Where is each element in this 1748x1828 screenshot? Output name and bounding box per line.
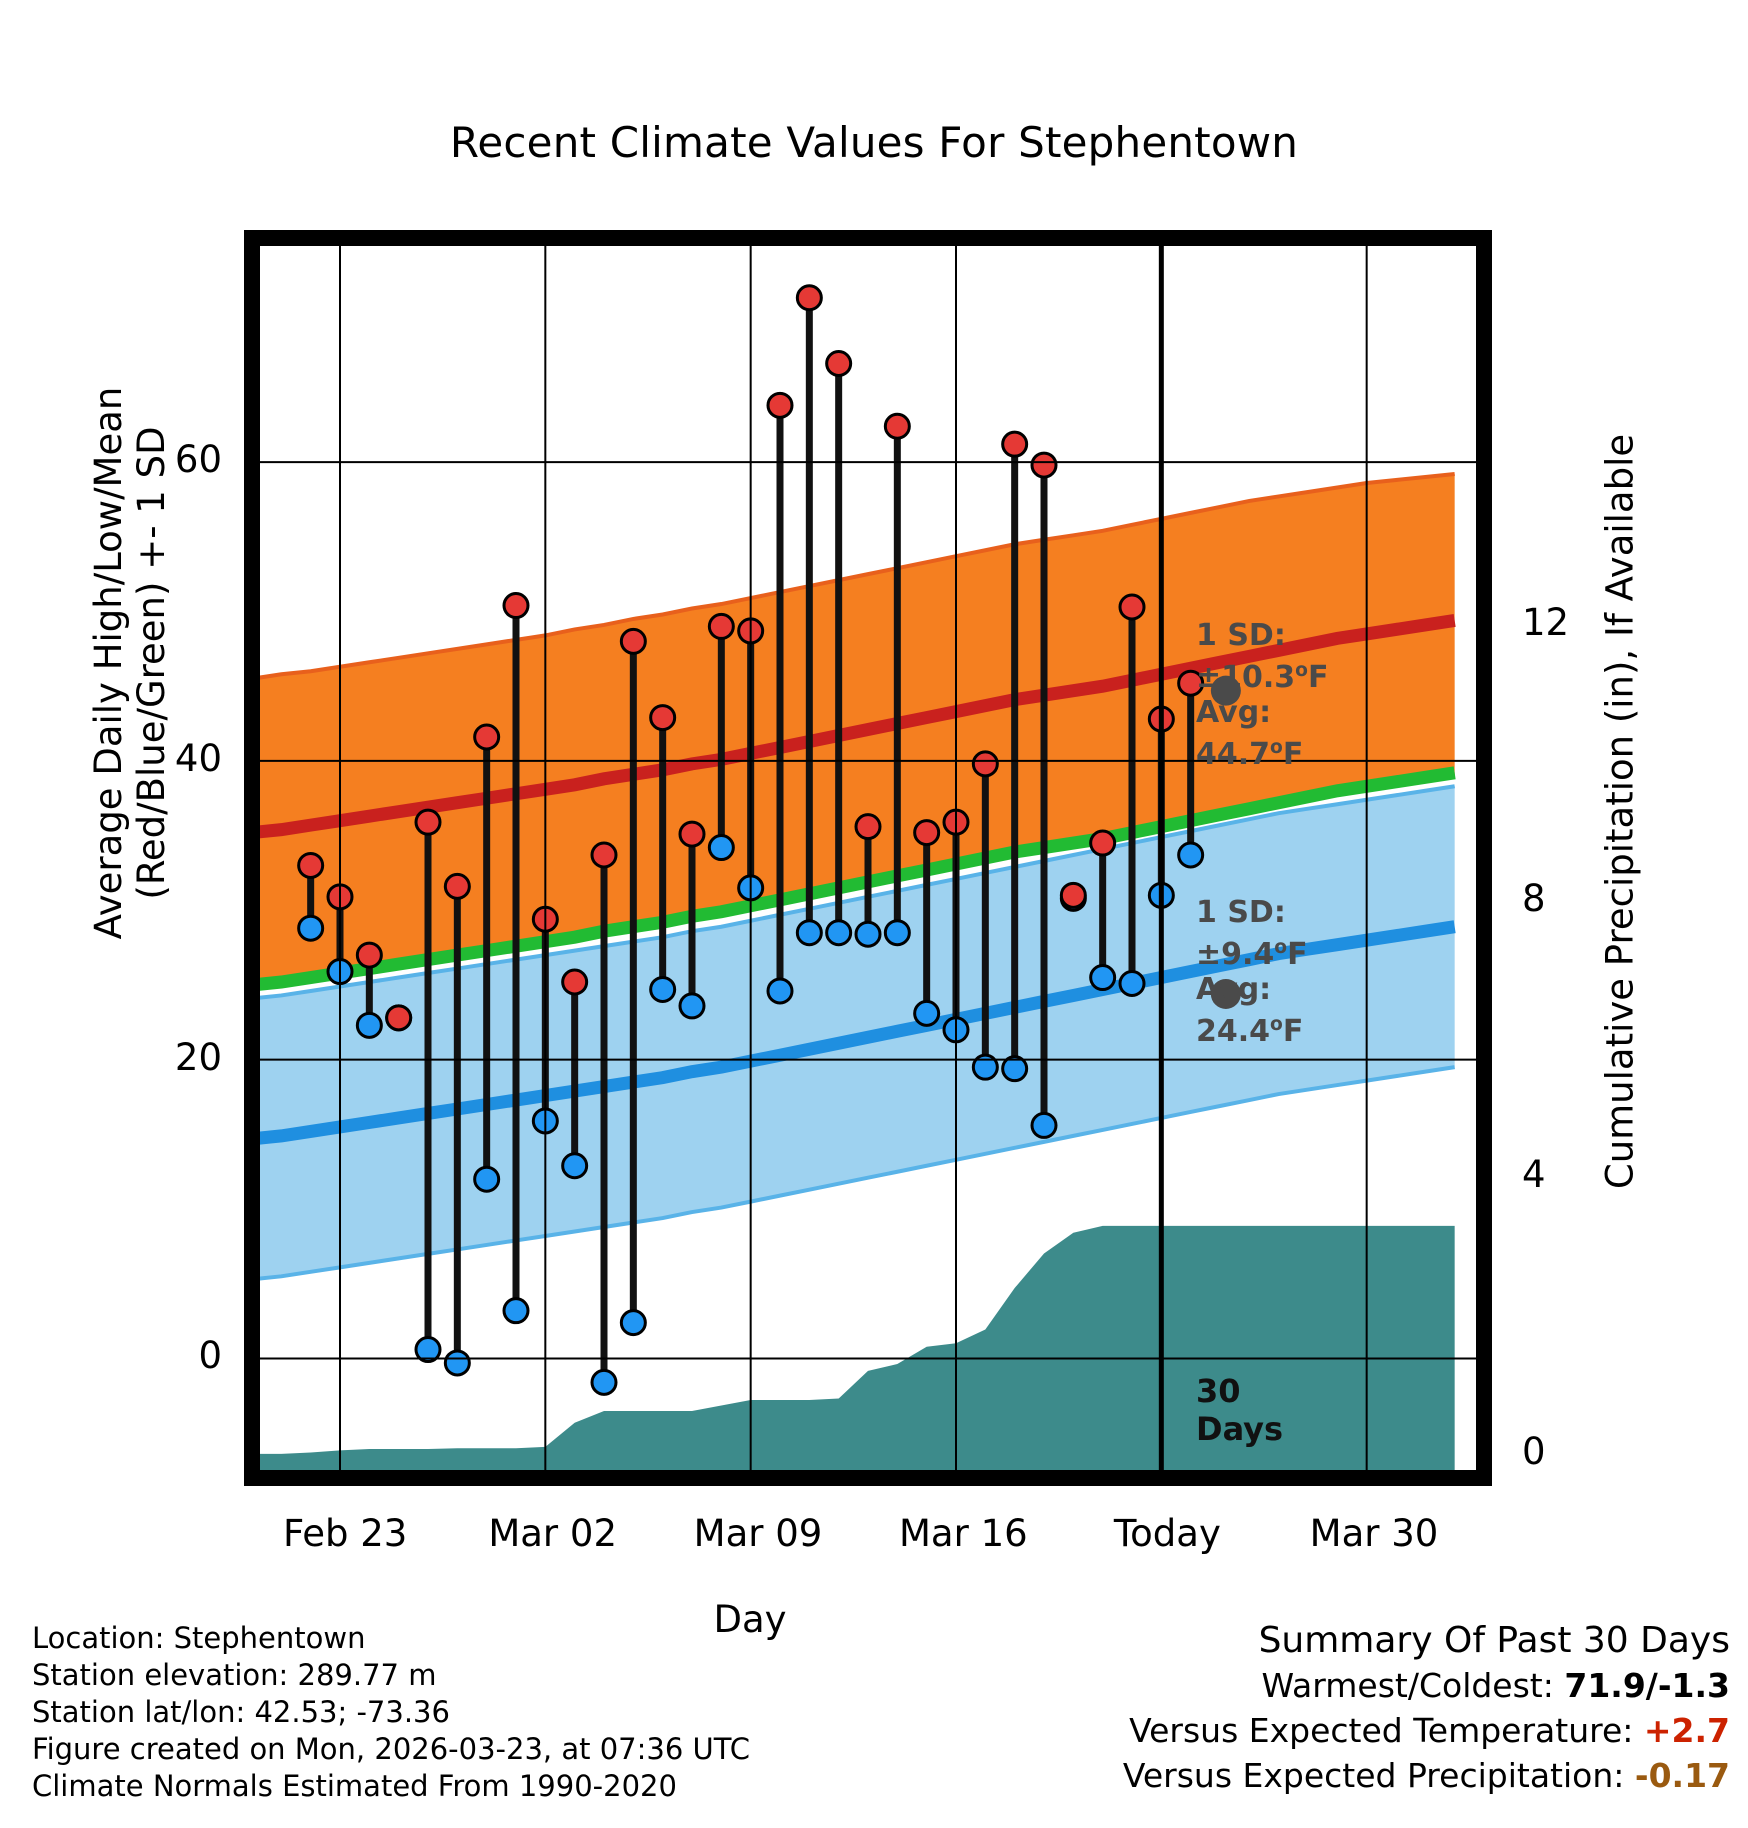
observed-low-dot (709, 836, 733, 860)
footer-location: Location: Stephentown (32, 1621, 366, 1655)
y-right-tick-8: 8 (1522, 877, 1546, 921)
versus-temp-value: +2.7 (1643, 1711, 1730, 1750)
observed-low-dot (680, 994, 704, 1018)
high-sd-avg-annotation: 1 SD: $\pm 10.3^oF$ Avg: 44.7$^o$F (1196, 618, 1329, 772)
observed-high-dot (1091, 831, 1115, 855)
observed-high-dot (915, 821, 939, 845)
y-right-tick-12: 12 (1522, 600, 1570, 644)
observed-high-dot (680, 822, 704, 846)
observed-high-dot (357, 943, 381, 967)
observed-high-dot (387, 1006, 411, 1030)
summary-title: Summary Of Past 30 Days (1258, 1620, 1730, 1661)
observed-low-dot (1032, 1113, 1056, 1137)
observed-high-dot (827, 351, 851, 375)
observed-high-dot (1003, 432, 1027, 456)
page-title: Recent Climate Values For Stephentown (449, 118, 1299, 167)
observed-low-dot (504, 1299, 528, 1323)
observed-low-dot (827, 921, 851, 945)
observed-low-dot (1091, 966, 1115, 990)
y-axis-label-right: Cumulative Precipitation (in), If Available (1598, 433, 1642, 1190)
y-left-tick-60: 60 (174, 438, 222, 482)
x-tick-mar-30: Mar 30 (1309, 1512, 1439, 1555)
observed-low-dot (299, 916, 323, 940)
footer-elevation: Station elevation: 289.77 m (32, 1658, 437, 1692)
precip-window-annotation: 30 Days (1196, 1372, 1284, 1448)
observed-low-dot (885, 921, 909, 945)
observed-low-dot (592, 1370, 616, 1394)
y-axis-label-left: Average Daily High/Low/Mean (Red/Blue/Green) +- 1 SD (87, 386, 173, 940)
observed-low-dot (915, 1001, 939, 1025)
x-tick-mar-09: Mar 09 (693, 1512, 823, 1555)
observed-low-dot (797, 921, 821, 945)
observed-high-dot (797, 286, 821, 310)
y-right-tick-0: 0 (1522, 1429, 1546, 1473)
y-right-tick-4: 4 (1522, 1153, 1546, 1197)
x-axis-label: Day (713, 1598, 787, 1641)
observed-high-dot (416, 810, 440, 834)
observed-high-dot (299, 853, 323, 877)
observed-high-dot (445, 874, 469, 898)
x-tick-today: Today (1113, 1512, 1221, 1555)
observed-high-dot (768, 393, 792, 417)
observed-low-dot (1120, 971, 1144, 995)
observed-high-dot (475, 725, 499, 749)
footer-metadata (32, 1620, 750, 1805)
summary-panel (1123, 1618, 1730, 1798)
x-tick-mar-02: Mar 02 (488, 1512, 617, 1555)
observed-high-dot (621, 629, 645, 653)
observed-low-dot (563, 1154, 587, 1178)
observed-high-dot (1120, 595, 1144, 619)
low-sd-avg-annotation: 1 SD: $\pm 9.4^oF$ Avg: 24.4$^o$F (1196, 895, 1308, 1049)
observed-low-dot (445, 1351, 469, 1375)
summary-versus-precipitation (1123, 1753, 1730, 1798)
observed-low-dot (357, 1013, 381, 1037)
observed-low-dot (651, 977, 675, 1001)
observed-high-dot (709, 614, 733, 638)
observed-high-dot (592, 843, 616, 867)
x-tick-feb-23: Feb 23 (283, 1512, 408, 1555)
versus-precip-value: -0.17 (1634, 1756, 1730, 1795)
warmest-coldest-label: Warmest/Coldest: (1261, 1666, 1554, 1705)
summary-warmest-coldest (1123, 1663, 1730, 1708)
y-left-tick-20: 20 (174, 1035, 222, 1079)
observed-high-dot (563, 970, 587, 994)
y-left-tick-40: 40 (174, 736, 222, 780)
x-tick-mar-16: Mar 16 (899, 1512, 1028, 1555)
observed-high-dot (856, 815, 880, 839)
observed-low-dot (621, 1311, 645, 1335)
warmest-coldest-value: 71.9/-1.3 (1564, 1666, 1730, 1705)
observed-low-dot (1179, 843, 1203, 867)
footer-latlon: Station lat/lon: 42.53; -73.36 (32, 1695, 450, 1729)
observed-low-dot (475, 1167, 499, 1191)
observed-high-dot (1032, 453, 1056, 477)
summary-versus-temperature (1123, 1708, 1730, 1753)
observed-low-dot (768, 979, 792, 1003)
observed-high-dot (651, 706, 675, 730)
observed-high-dot (504, 594, 528, 618)
versus-precip-label: Versus Expected Precipitation: (1122, 1756, 1625, 1795)
versus-temp-label: Versus Expected Temperature: (1129, 1711, 1634, 1750)
observed-high-dot (1061, 883, 1085, 907)
footer-created: Figure created on Mon, 2026-03-23, at 07:36 UTC (32, 1732, 750, 1766)
observed-high-dot (885, 414, 909, 438)
observed-high-dot (973, 752, 997, 776)
y-left-tick-0: 0 (198, 1334, 222, 1378)
footer-normals: Climate Normals Estimated From 1990-2020 (32, 1769, 677, 1803)
observed-low-dot (856, 922, 880, 946)
